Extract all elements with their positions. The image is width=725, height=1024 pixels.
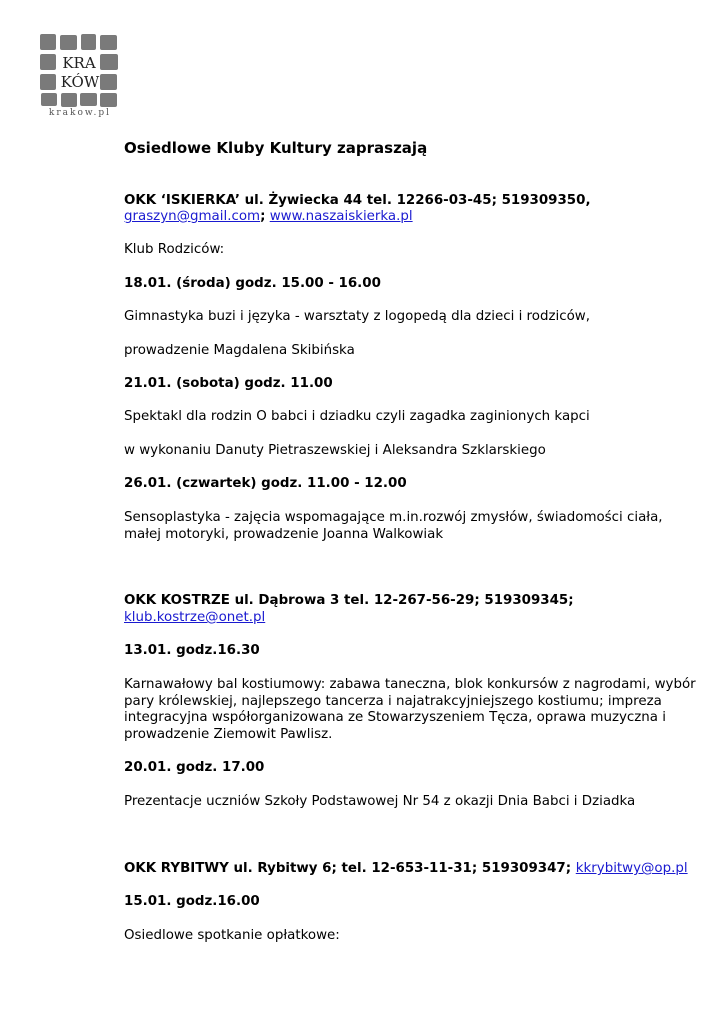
event-date: 20.01. godz. 17.00 [124, 760, 265, 775]
event-description: integracyjna współorganizowana ze Stowarzyszeniem Tęcza, oprawa muzyczna i [124, 710, 666, 725]
event-description: Spektakl dla rodzin O babci i dziadku czyli zagadka zaginionych kapci [124, 409, 590, 424]
event-date: 21.01. (sobota) godz. 11.00 [124, 376, 333, 391]
logo-mark [38, 32, 122, 108]
event-description: Osiedlowe spotkanie opłatkowe: [124, 928, 340, 943]
kostrze-contact-line [124, 609, 265, 626]
iskierka-website-link[interactable]: www.naszaiskierka.pl [269, 209, 413, 224]
rybitwy-header-line [124, 860, 688, 877]
iskierka-contact-line [124, 208, 413, 225]
iskierka-email-link[interactable]: graszyn@gmail.com [124, 209, 261, 224]
page-title: Osiedlowe Kluby Kultury zapraszają [124, 139, 428, 157]
event-description: pary królewskiej, najlepszego tancerza i najatrakcyjniejszego kostiumu; impreza [124, 694, 662, 709]
club-name: Klub Rodziców: [124, 242, 225, 257]
logo-caption: krakow.pl [48, 108, 112, 118]
rybitwy-email-link[interactable]: kkrybitwy@op.pl [575, 861, 688, 876]
event-description: Sensoplastyka - zajęcia wspomagające m.in.rozwój zmysłów, świadomości ciała, [124, 510, 663, 525]
event-description: Karnawałowy bal kostiumowy: zabawa taneczna, blok konkursów z nagrodami, wybór [124, 677, 696, 692]
event-description: w wykonaniu Danuty Pietraszewskiej i Aleksandra Szklarskiego [124, 443, 546, 458]
event-description: małej motoryki, prowadzenie Joanna Walkowiak [124, 527, 444, 542]
event-description: Gimnastyka buzi i języka - warsztaty z logopedą dla dzieci i rodziców, [124, 309, 590, 324]
event-description: Prezentacje uczniów Szkoły Podstawowej Nr 54 z okazji Dnia Babci i Dziadka [124, 794, 636, 809]
event-date: 18.01. (środa) godz. 15.00 - 16.00 [124, 276, 381, 291]
event-date: 26.01. (czwartek) godz. 11.00 - 12.00 [124, 476, 407, 491]
kostrze-email-link[interactable]: klub.kostrze@onet.pl [124, 610, 266, 625]
event-date: 13.01. godz.16.30 [124, 643, 260, 658]
krakow-logo [38, 32, 122, 124]
event-description: prowadzenie Magdalena Skibińska [124, 343, 355, 358]
logo-line1: KRA [62, 54, 96, 72]
rybitwy-header: OKK RYBITWY ul. Rybitwy 6; tel. 12-653-11-31; 519309347; [124, 861, 576, 876]
iskierka-header: OKK ‘ISKIERKA’ ul. Żywiecka 44 tel. 12266-03-45; 519309350, [124, 193, 591, 208]
separator: ; [260, 209, 266, 224]
kostrze-header: OKK KOSTRZE ul. Dąbrowa 3 tel. 12-267-56-29; 519309345; [124, 593, 574, 608]
event-date: 15.01. godz.16.00 [124, 894, 260, 909]
logo-line2: KÓW [60, 73, 100, 91]
event-description: prowadzenie Ziemowit Pawlisz. [124, 727, 333, 742]
